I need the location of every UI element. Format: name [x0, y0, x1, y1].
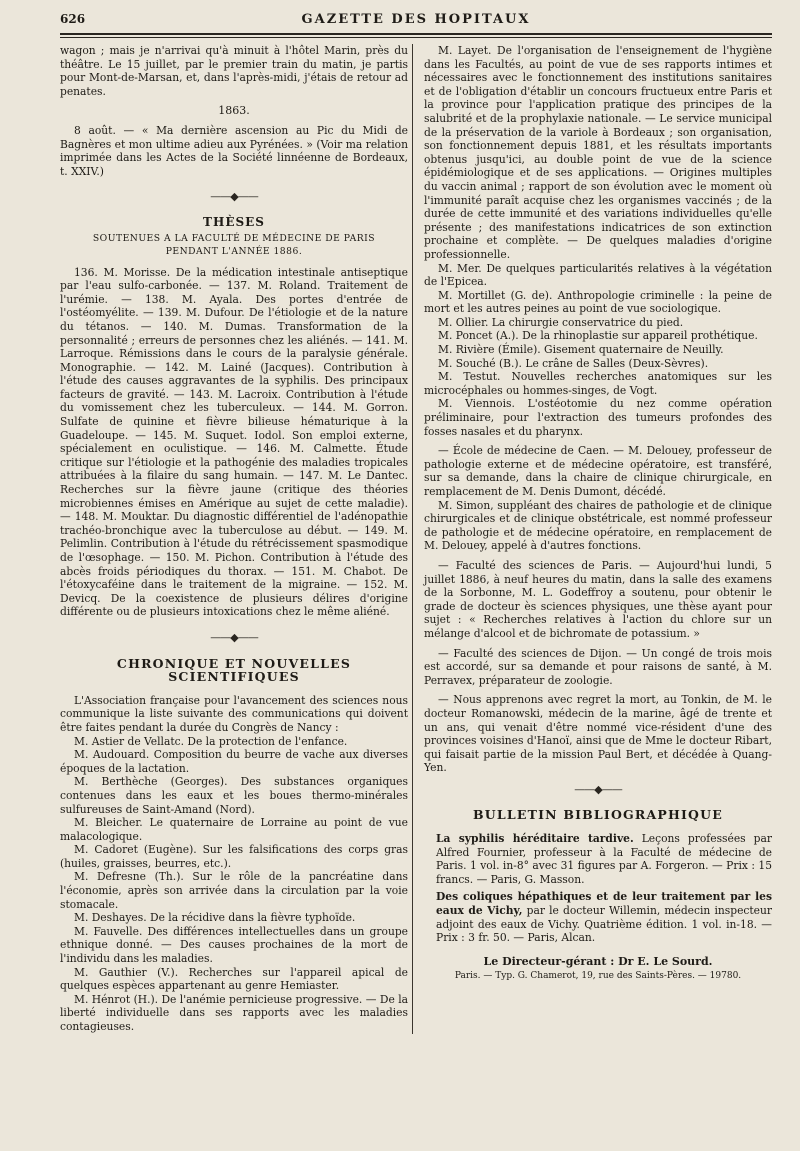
year-heading: 1863.: [218, 104, 250, 118]
header-rule-thin: [60, 37, 772, 38]
column-divider: [412, 44, 413, 1034]
chronique-title: CHRONIQUE ET NOUVELLES SCIENTIFIQUES: [116, 655, 352, 685]
bibliography-entry-text: Leçons professées par Alfred Fournier, professeur à la Faculté de médecine de Paris. 1 vol. in-8° avec 31 figures par A. Forgeron. — Prix : 15 francs. — Paris, G. Masson.: [436, 832, 772, 886]
communication-item: M. Mortillet (G. de). Anthropologie criminelle : la peine de mort et les autres peines au point de vue sociologique.: [424, 288, 772, 316]
ornament-divider: ——◆——: [210, 190, 258, 204]
communication-item: M. Testut. Nouvelles recherches anatomiques sur les microcéphales ou hommes-singes, de Vogt.: [424, 370, 772, 397]
communication-item: M. Deshayes. De la récidive dans la fièvre typhoïde.: [74, 911, 356, 925]
bibliography-entry-title: La syphilis héréditaire tardive.: [436, 832, 634, 846]
ornament-divider-2: ——◆——: [210, 630, 258, 644]
right-column: [424, 44, 772, 984]
year-paragraph: 8 août. — « Ma dernière ascension au Pic du Midi de Bagnères et mon ultime adieu aux Pyrénées. » (Voir ma relation imprimée dans les Actes de la Société linnéenne de Bordeaux, t. XXIV.): [60, 123, 408, 178]
theses-title: THÈSES: [203, 214, 265, 229]
printer-imprint: Paris. — Typ. G. Chamerot, 19, rue des Saints-Pères. — 19780.: [454, 971, 742, 982]
directeur-gerant: Le Directeur-gérant : Dr E. Le Sourd.: [483, 954, 713, 968]
header-rule-thick: [60, 33, 772, 35]
bibliography-entry: [424, 890, 772, 944]
communication-item: M. Gauthier (V.). Recherches sur l'appareil apical de quelques espèces appartenant au genre Hemiaster.: [60, 965, 408, 993]
communication-item: M. Audouard. Composition du beurre de vache aux diverses époques de la lactation.: [60, 748, 408, 775]
news-item: M. Simon, suppléant des chaires de pathologie et de clinique chirurgicales et de clinique obstétricale, est nommé professeur de pathologie et de médecine opératoire, en remplacement de M. Delouey, appelé à d'autres fonctions.: [424, 498, 772, 553]
news-item: — École de médecine de Caen. — M. Delouey, professeur de pathologie externe et de médecine opératoire, est transféré, sur sa demande, dans la chaire de clinique chirurgicale, en remplacement de M. Denis Dumont, décédé.: [424, 444, 772, 498]
ornament-divider-3: ——◆——: [574, 782, 622, 796]
news-item: — Nous apprenons avec regret la mort, au Tonkin, de M. le docteur Romanowski, médecin de la marine, âgé de trente et un ans, qui venait d'être nommé vice-résident d'une des provinces voisines d'Hanoï, ainsi que de Mme le docteur Ribart, qui faisait partie de la mission Paul Bert, et décédée à Quang-Yen.: [424, 693, 772, 775]
theses-subtitle: [60, 232, 408, 258]
communication-item: M. Layet. De l'organisation de l'enseignement de l'hygiène dans les Facultés, au point de vue de ses rapports intimes et nécessaires avec le fonctionnement des institutions sanitaires et de l'obligation d'établir un concours fructueux entre Paris et la province pour l'application pratique des principes de la salubrité et de la prophylaxie nationale. — Le service municipal de la préservation de la variole à Bordeaux ; son organisation, son fonctionnement depuis 1881, et les résultats importants obtenus jusqu'ici, au double point de vue de la science épidémiologique et de ses applications. — Origines multiples du vaccin animal ; rapport de son évolution avec le moment où l'immunité paraît acquise chez les organismes vaccinés ; de la durée de cette immunité et des variations individuelles qu'elle présente ; des manifestations indicatrices de son extinction prochaine et complète. — De quelques maladies d'origine professionnelle.: [424, 44, 772, 261]
journal-title: GAZETTE DES HOPITAUX: [301, 12, 531, 27]
chronique-intro: L'Association française pour l'avancement des sciences nous communique la liste suivante des communications qui doivent être faites pendant la durée du Congrès de Nancy :: [60, 693, 408, 734]
communication-item: M. Ollier. La chirurgie conservatrice du pied.: [438, 315, 684, 329]
communication-item: M. Mer. De quelques particularités relatives à la végétation de l'Epicea.: [424, 261, 772, 289]
bibliography-entry-title: Des coliques hépathiques et de leur traitement par les eaux de Vichy,: [436, 890, 772, 918]
communication-item: M. Astier de Vellatc. De la protection de l'enfance.: [74, 734, 348, 748]
bulletin-title: BULLETIN BIBLIOGRAPHIQUE: [473, 807, 723, 823]
theses-list: 136. M. Morisse. De la médication intestinale antiseptique par l'eau sulfo-carbonée. — 137. M. Roland. Traitement de l'urémie. — 138. M. Ayala. Des portes d'entrée de l'ostéomyélite. — 139. M. Dufour. De l'étiologie et de la nature du tétanos. — 140. M. Dumas. Transformation de la personnalité ; erreurs de personnes chez les aliénés. — 141. M. Larroque. Rémissions dans le cours de la paralysie générale. Monographie. — 142. M. Lainé (Jacques). Contribution à l'étude des causes aggravantes de la syphilis. Des principaux facteurs de gravité. — 143. M. Lacroix. Contribution à l'étude du vomissement chez les tuberculeux. — 144. M. Gorron. Sulfate de quinine et fièvre bilieuse hématurique à la Guadeloupe. — 145. M. Suquet. Iodol. Son emploi externe, spécialement en oculistique. — 146. M. Calmette. Étude critique sur l'étiologie et la pathogénie des maladies tropicales attribuées à la filaire du sang humain. — 147. M. Le Dantec. Recherches sur la fièvre jaune (critique des théories microbiennes émises en Amérique au sujet de cette maladie). — 148. M. Mouktar. Du diagnostic différentiel de l'adénopathie trachéo-bronchique avec la tuberculose au début. — 149. M. Pelimlin. Contribution à l'étude du rétrécissement spasmodique de l'œsophage. — 150. M. Pichon. Contribution à l'étude des abcès froids périodiques du thorax. — 151. M. Chabot. De l'étoxycaféine dans le traitement de la migraine. — 152. M. Devicq. De la coexistence de plusieurs délires d'origine différente ou de plusieurs intoxications chez le même aliéné.: [60, 265, 408, 619]
left-column: [60, 44, 408, 1034]
bibliography: [424, 832, 772, 945]
intro-paragraph: wagon ; mais je n'arrivai qu'à minuit à l'hôtel Marin, près du théâtre. Le 15 juillet, par le premier train du matin, je partis pour Mont-de-Marsan, et, dans l'après-midi, j'étais de retour ad penates.: [60, 44, 408, 98]
page-number: 626: [60, 12, 86, 26]
communication-item: M. Cadoret (Eugène). Sur les falsifications des corps gras (huiles, graisses, beurres, etc.).: [60, 843, 408, 870]
bibliography-entry-text: par le docteur Willemin, médecin inspecteur adjoint des eaux de Vichy. Quatrième édition. 1 vol. in-18. — Prix : 3 fr. 50. — Paris, Alcan.: [436, 904, 772, 945]
news-item: — Faculté des sciences de Paris. — Aujourd'hui lundi, 5 juillet 1886, à neuf heures du matin, dans la salle des examens de la Sorbonne, M. L. Godeffroy a soutenu, pour obtenir le grade de docteur ès sciences physiques, une thèse ayant pour sujet : « Recherches relatives à l'action du chlore sur un mélange d'alcool et de bichromate de potassium. »: [424, 558, 772, 640]
communication-item: M. Viennois. L'ostéotomie du nez comme opération préliminaire, pour l'extraction des tumeurs profondes des fosses nasales et du pharynx.: [424, 397, 772, 438]
bibliography-entry: [424, 832, 772, 886]
news-item: — Faculté des sciences de Dijon. — Un congé de trois mois est accordé, sur sa demande et pour raisons de santé, à M. Perravex, préparateur de zoologie.: [424, 646, 772, 687]
communication-item: M. Hénrot (H.). De l'anémie pernicieuse progressive. — De la liberté individuelle dans ses rapports avec les maladies contagieuses.: [60, 992, 408, 1033]
theses-subtitle-line2: PENDANT L'ANNÉE 1886.: [165, 245, 303, 257]
theses-subtitle-line1: SOUTENUES A LA FACULTÉ DE MÉDECINE DE PARIS: [92, 232, 376, 244]
communication-item: M. Poncet (A.). De la rhinoplastie sur appareil prothétique.: [438, 329, 758, 343]
communication-item: M. Souché (B.). Le crâne de Salles (Deux-Sèvres).: [438, 356, 709, 370]
communication-item: M. Bleicher. Le quaternaire de Lorraine au point de vue malacologique.: [60, 816, 408, 843]
communication-item: M. Rivière (Émile). Gisement quaternaire de Neuilly.: [438, 343, 724, 357]
communication-item: M. Berthèche (Georges). Des substances organiques contenues dans les eaux et les boues thermo-minérales sulfureuses de Saint-Amand (Nord).: [60, 775, 408, 816]
communication-item: M. Defresne (Th.). Sur le rôle de la pancréatine dans l'économie, après son arrivée dans la circulation par la voie stomacale.: [60, 870, 408, 911]
communication-item: M. Fauvelle. Des différences intellectuelles dans un groupe ethnique donné. — Des causes prochaines de la mort de l'individu dans les maladies.: [60, 924, 408, 966]
